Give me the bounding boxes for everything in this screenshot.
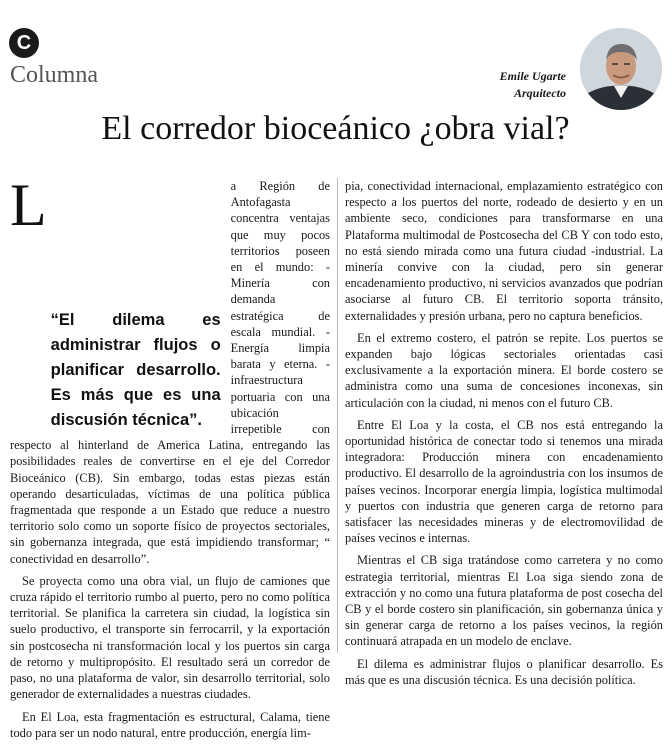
column-left	[10, 172, 330, 747]
column-badge: C	[9, 28, 39, 58]
author-role: Arquitecto	[513, 86, 566, 100]
author-name: Emile Ugarte	[499, 69, 566, 83]
author-block	[500, 68, 566, 102]
headline: El corredor bioceánico ¿obra vial?	[101, 110, 570, 147]
paragraph: Entre El Loa y la costa, el CB nos está entregando la oportunidad histórica de conectar todo si tenemos una mirada integradora: Producción minera con encadenamiento productivo. El desarrollo de la agroindustria con los insumos de países vecinos. Incorporar energía limpia, logística multimodal y puertos con industria que generen carga de retorno para satisfacer las necesidades mineras y de electromovilidad de países vecinos e internas.	[345, 417, 663, 546]
drop-cap: L	[10, 172, 47, 238]
pull-quote: “El dilema es administrar flujos o planificar desarrollo. Es más que es una discusión técnica”.	[50, 311, 221, 429]
section-label: Columna	[10, 62, 98, 88]
paragraph	[10, 172, 330, 567]
column-right	[345, 178, 663, 694]
paragraph: En el extremo costero, el patrón se repite. Los puertos se expanden bajo lógicas sectoriales orientadas casi exclusivamente a la exportación minera. El borde costero se administra como una suma de concesiones inconexas, sin articulación con la ciudad, ni menos con el futuro CB.	[345, 330, 663, 410]
column-divider	[337, 178, 338, 653]
paragraph: En El Loa, esta fragmentación es estructural, Calama, tiene todo para ser un nodo natural, entre producción, energía lim-	[10, 709, 330, 740]
paragraph-text: a Región de Antofagasta concentra ventajas que muy pocos territorios poseen en el mundo: - Minería con demanda estratégica de escala mundial. -Energía limpia barata y eterna. -infraestructura portuaria con una ubicación irrepetible con respecto al hinterland de America Latina, entregando las posibilidades reales de convertirse en el eje del Corredor Bioceánico (CB). Sin embargo, todas estas piezas están operando desarticuladas, víctimas de una política pública fragmentada que responde a un Estado que reduce a nuestro territorio solo como un soporte físico de proyectos sectoriales, sin gobernanza integrada, que está impidiendo transformar; “ conectividad en desarrollo”.	[10, 179, 330, 566]
paragraph: Se proyecta como una obra vial, un flujo de camiones que cruza rápido el territorio rumbo al puerto, pero no como política territorial. Se planifica la carretera sin ciudad, la logística sin suelo productivo, el transporte sin ferrocarril, y la exportación sin postcosecha ni transformación local y los puertos sin carga de retorno y multipropósito. El resultado será un corredor de paso, no una plataforma de valor, sin desarrollo territorial, solo generador de externalidades a nuestras ciudades.	[10, 573, 330, 702]
author-photo	[580, 28, 662, 110]
paragraph: pia, conectividad internacional, emplazamiento estratégico con respecto a los puertos del norte, rodeado de desierto y en un ambiente seco, condiciones para transformarse en una Plataforma multimodal de Postcosecha del CB Y con todo esto, no está siendo mirada como una futura ciudad -industrial. La minería convive con la ciudad, pero sin generar encadenamiento productivo, ni servicios avanzados que podrían asociarse al futuro CB. El territorio soporta tránsito, externalidades y presión urbana, pero no captura beneficios.	[345, 179, 663, 323]
author-portrait-image	[580, 28, 662, 110]
paragraph: El dilema es administrar flujos o planificar desarrollo. Es más que es una discusión técnica. Es una decisión política.	[345, 656, 663, 687]
paragraph: Mientras el CB siga tratándose como carretera y no como estrategia territorial, mientras El Loa siga siendo zona de extracción y no como una futura plataforma de post cosecha del CB y el borde costero sin planificación, sin gobernanza única y sin generar carga de retorno a los países vecinos, la región continuará atrapada en un modelo de enclave.	[345, 553, 663, 649]
